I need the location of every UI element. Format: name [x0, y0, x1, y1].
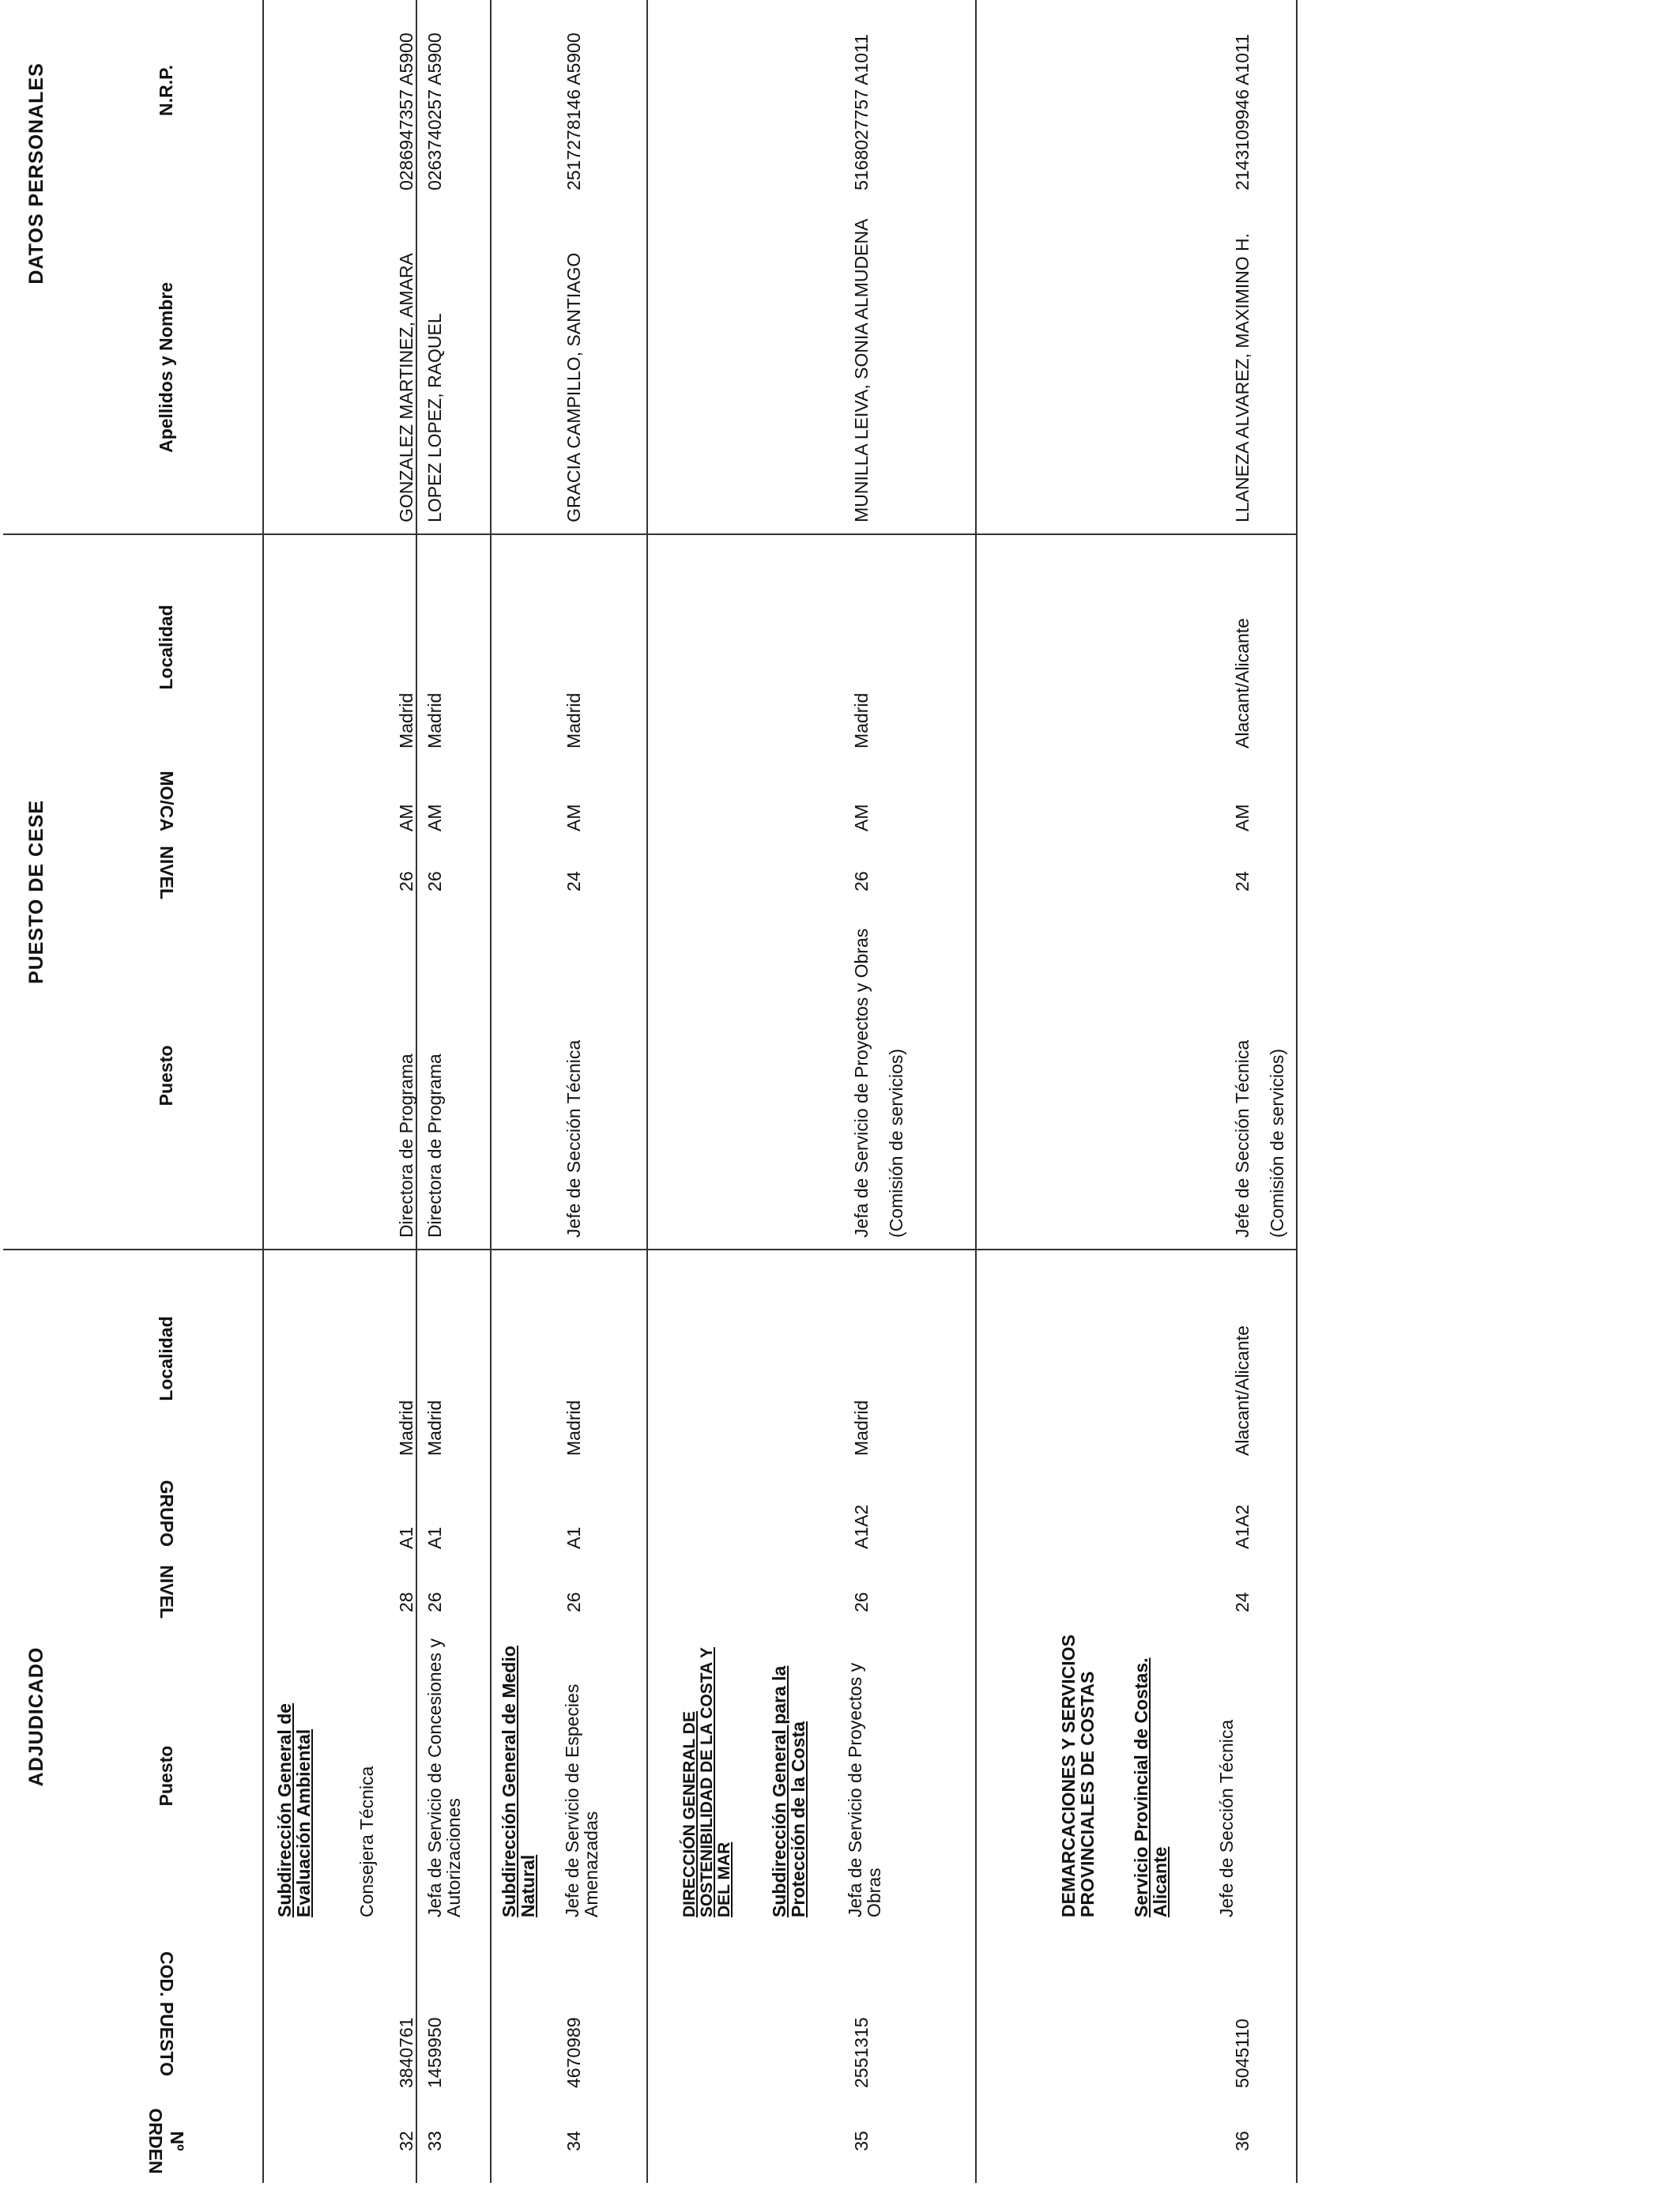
cell-nrp: 2143109946 A1011 [976, 0, 1297, 202]
cell-cese-nivel: 24 [976, 843, 1297, 903]
unit-heading: Subdirección General de Medio Natural [499, 1646, 538, 1917]
header-nrp: N.R.P. [70, 0, 263, 202]
cell-cese-puesto [976, 903, 1297, 1250]
header-nivel: NIVEL [70, 1560, 263, 1623]
header-apellidos: Apellidos y Nombre [70, 202, 263, 534]
cell-grupo: A1 [491, 1467, 647, 1560]
header-cese-mo-ca: MO/CA [70, 760, 263, 843]
cell-orden: 33 [416, 2099, 491, 2183]
cell-cese-note: (Comisión de servicios) [886, 1048, 906, 1238]
cell-cese-localidad: Madrid [263, 534, 416, 760]
section-puesto-cese: PUESTO DE CESE [3, 534, 70, 1250]
section-datos-personales: DATOS PERSONALES [3, 0, 70, 534]
header-orden: Nº ORDEN [70, 2099, 263, 2183]
cell-cese-puesto: Jefe de Sección Técnica [491, 903, 647, 1250]
cell-nombre: GONZALEZ MARTINEZ, AMARA [263, 202, 416, 534]
cell-nivel: 26 [491, 1560, 647, 1623]
cell-cese-nivel: 24 [491, 843, 647, 903]
unit-heading-servicio: Servicio Provincial de Costas. Alicante [1131, 1657, 1170, 1917]
unit-heading-subdireccion: Subdirección General para la Protección de la Costa [769, 1665, 808, 1917]
cell-localidad: Madrid [647, 1250, 976, 1467]
cell-nombre: LLANEZA ALVAREZ, MAXIMINO H. [976, 202, 1297, 534]
cell-puesto: Jefa de Servicio de Concesiones y Autorizaciones [416, 1623, 491, 1928]
header-cod-puesto: COD. PUESTO [70, 1928, 263, 2099]
cell-cese-moca: AM [263, 760, 416, 843]
cell-cese-nivel: 26 [647, 843, 976, 903]
cell-nombre: GRACIA CAMPILLO, SANTIAGO [491, 202, 647, 534]
cell-cod: 4670989 [491, 1928, 647, 2099]
cell-nrp: 0263740257 A5900 [416, 0, 491, 202]
table-row [416, 0, 491, 2183]
cell-nombre: MUNILLA LEIVA, SONIA ALMUDENA [647, 202, 976, 534]
table-row [647, 0, 976, 2183]
cell-grupo: A1 [263, 1467, 416, 1560]
unit-heading-demarcaciones: DEMARCACIONES Y SERVICIOS PROVINCIALES DE COSTAS [1058, 1634, 1098, 1917]
header-localidad: Localidad [70, 1250, 263, 1467]
cell-puesto-text: Jefe de Sección Técnica [1216, 1719, 1237, 1917]
cell-cese-moca: AM [976, 760, 1297, 843]
cell-cod: 1459950 [416, 1928, 491, 2099]
cell-cod: 3840761 [263, 1928, 416, 2099]
table-row [976, 0, 1297, 2183]
header-cese-localidad: Localidad [70, 534, 263, 760]
cell-nivel: 28 [263, 1560, 416, 1623]
cell-puesto [263, 1623, 416, 1928]
cell-cese-puesto: Directora de Programa [416, 903, 491, 1250]
cell-localidad: Madrid [416, 1250, 491, 1467]
header-grupo: GRUPO [70, 1467, 263, 1560]
cell-cese-localidad: Alacant/Alicante [976, 534, 1297, 760]
cell-localidad: Alacant/Alicante [976, 1250, 1297, 1467]
cell-orden: 34 [491, 2099, 647, 2183]
cell-nrp: 0286947357 A5900 [263, 0, 416, 202]
cell-cese-localidad: Madrid [647, 534, 976, 760]
cell-cese-note: (Comisión de servicios) [1267, 1048, 1287, 1238]
cell-cese-moca: AM [647, 760, 976, 843]
cell-orden: 36 [976, 2099, 1297, 2183]
cell-cese-puesto-text: Jefe de Sección Técnica [1232, 1039, 1252, 1238]
cell-cese-puesto-text: Jefa de Servicio de Proyectos y Obras [851, 928, 872, 1238]
cell-cese-nivel: 26 [263, 843, 416, 903]
cell-puesto-text: Jefa de Servicio de Proyectos y Obras [845, 1662, 884, 1917]
section-adjudicado: ADJUDICADO [24, 1646, 47, 1787]
column-header-row [70, 0, 263, 2183]
cell-nivel: 24 [976, 1560, 1297, 1623]
cell-nombre: LOPEZ LOPEZ, RAQUEL [416, 202, 491, 534]
cell-cod: 2551315 [647, 1928, 976, 2099]
cell-puesto-text: Consejera Técnica [356, 1766, 377, 1917]
cell-orden: 32 [263, 2099, 416, 2183]
resolution-table [3, 0, 1298, 2183]
cell-grupo: A1A2 [976, 1467, 1297, 1560]
cell-localidad: Madrid [263, 1250, 416, 1467]
cell-nivel: 26 [647, 1560, 976, 1623]
cell-cod: 5045110 [976, 1928, 1297, 2099]
cell-puesto [491, 1623, 647, 1928]
cell-cese-localidad: Madrid [491, 534, 647, 760]
header-cese-puesto: Puesto [70, 903, 263, 1250]
cell-localidad: Madrid [491, 1250, 647, 1467]
cell-cese-moca: AM [416, 760, 491, 843]
cell-cese-nivel: 26 [416, 843, 491, 903]
header-cese-nivel: NIVEL [70, 843, 263, 903]
cell-puesto-text: Jefe de Servicio de Especies Amenazadas [562, 1683, 601, 1917]
cell-grupo: A1A2 [647, 1467, 976, 1560]
cell-puesto [647, 1623, 976, 1928]
header-puesto: Puesto [70, 1623, 263, 1928]
cell-nivel: 26 [416, 1560, 491, 1623]
cell-cese-localidad: Madrid [416, 534, 491, 760]
table-row [263, 0, 416, 2183]
table-row [491, 0, 647, 2183]
unit-heading-direccion: DIRECCIÓN GENERAL DE SOSTENIBILIDAD DE LA COSTA Y DEL MAR [680, 1647, 733, 1917]
cell-nrp: 5168027757 A1011 [647, 0, 976, 202]
cell-cese-moca: AM [491, 760, 647, 843]
cell-cese-puesto [647, 903, 976, 1250]
cell-grupo: A1 [416, 1467, 491, 1560]
cell-puesto [976, 1623, 1297, 1928]
cell-orden: 35 [647, 2099, 976, 2183]
section-header-row [3, 0, 70, 2183]
cell-nrp: 2517278146 A5900 [491, 0, 647, 202]
cell-cese-puesto: Directora de Programa [263, 903, 416, 1250]
unit-heading: Subdirección General de Evaluación Ambiental [274, 1703, 314, 1917]
